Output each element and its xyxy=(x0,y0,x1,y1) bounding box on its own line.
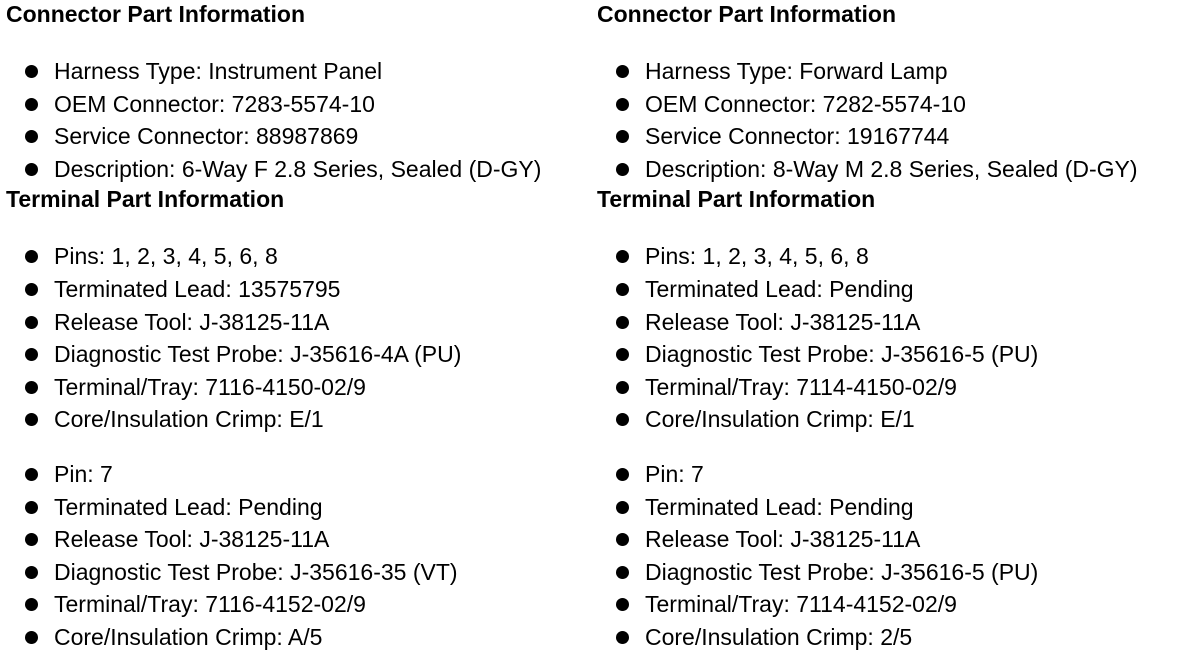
bullet-icon xyxy=(25,533,38,546)
list-item-text: Terminal/Tray: 7114-4152-02/9 xyxy=(645,591,957,618)
list-item xyxy=(597,273,1197,306)
list-item xyxy=(597,120,1197,153)
bullet-icon xyxy=(616,468,629,481)
terminal-part-list-pin-7 xyxy=(597,458,1197,654)
list-item xyxy=(597,88,1197,121)
bullet-icon xyxy=(25,283,38,296)
bullet-icon xyxy=(25,381,38,394)
list-item xyxy=(6,458,606,491)
bullet-icon xyxy=(25,501,38,514)
terminal-part-heading: Terminal Part Information xyxy=(597,186,876,213)
list-item-text: Description: 6-Way F 2.8 Series, Sealed (D-GY) xyxy=(54,155,542,182)
bullet-icon xyxy=(616,501,629,514)
list-item xyxy=(6,371,606,404)
bullet-icon xyxy=(616,283,629,296)
list-item-text: Pins: 1, 2, 3, 4, 5, 6, 8 xyxy=(645,243,869,270)
list-item-text: Terminated Lead: Pending xyxy=(645,275,914,302)
connector-part-list xyxy=(597,55,1197,185)
list-item-text: Pins: 1, 2, 3, 4, 5, 6, 8 xyxy=(54,243,278,270)
list-item xyxy=(6,403,606,436)
list-item-text: Diagnostic Test Probe: J-35616-5 (PU) xyxy=(645,558,1039,585)
list-item-text: Terminal/Tray: 7114-4150-02/9 xyxy=(645,373,957,400)
list-item xyxy=(6,621,606,654)
bullet-icon xyxy=(25,316,38,329)
list-item-text: Core/Insulation Crimp: E/1 xyxy=(54,406,324,433)
list-item-text: Diagnostic Test Probe: J-35616-5 (PU) xyxy=(645,341,1039,368)
list-item xyxy=(597,523,1197,556)
list-item xyxy=(6,523,606,556)
list-item-text: Terminated Lead: 13575795 xyxy=(54,275,341,302)
bullet-icon xyxy=(25,163,38,176)
bullet-icon xyxy=(25,598,38,611)
list-item-text: Service Connector: 19167744 xyxy=(645,123,950,150)
list-item xyxy=(6,120,606,153)
bullet-icon xyxy=(25,65,38,78)
list-item xyxy=(6,273,606,306)
terminal-part-list xyxy=(6,240,606,436)
terminal-part-list-pin-7 xyxy=(6,458,606,654)
list-item-text: Harness Type: Forward Lamp xyxy=(645,58,948,84)
list-item-text: Service Connector: 88987869 xyxy=(54,123,359,150)
list-item-text: Core/Insulation Crimp: E/1 xyxy=(645,406,915,433)
list-item-text: Core/Insulation Crimp: A/5 xyxy=(54,623,323,650)
list-item xyxy=(6,491,606,524)
terminal-part-heading: Terminal Part Information xyxy=(6,186,285,213)
list-item xyxy=(597,491,1197,524)
list-item-text: Description: 8-Way M 2.8 Series, Sealed (D-GY) xyxy=(645,155,1138,182)
bullet-icon xyxy=(616,533,629,546)
list-item-text: Release Tool: J-38125-11A xyxy=(54,526,330,553)
list-item xyxy=(6,55,606,88)
list-item xyxy=(597,403,1197,436)
list-item-text: Terminated Lead: Pending xyxy=(645,493,914,520)
list-item-text: Release Tool: J-38125-11A xyxy=(645,526,921,553)
bullet-icon xyxy=(25,631,38,644)
left-column xyxy=(6,0,606,654)
bullet-icon xyxy=(616,98,629,111)
bullet-icon xyxy=(616,316,629,329)
list-item xyxy=(597,153,1197,186)
list-item xyxy=(597,240,1197,273)
terminal-part-list xyxy=(597,240,1197,436)
list-item-text: Release Tool: J-38125-11A xyxy=(645,308,921,335)
list-item-text: Terminal/Tray: 7116-4152-02/9 xyxy=(54,591,366,618)
bullet-icon xyxy=(616,598,629,611)
list-item-text: Diagnostic Test Probe: J-35616-4A (PU) xyxy=(54,341,462,368)
list-item-text: Pin: 7 xyxy=(54,460,113,487)
list-item-text: OEM Connector: 7283-5574-10 xyxy=(54,90,375,117)
list-item xyxy=(597,458,1197,491)
bullet-icon xyxy=(25,98,38,111)
list-item-text: Core/Insulation Crimp: 2/5 xyxy=(645,623,913,650)
list-item xyxy=(6,240,606,273)
list-item-text: Diagnostic Test Probe: J-35616-35 (VT) xyxy=(54,558,458,585)
bullet-icon xyxy=(616,130,629,143)
list-item-text: Harness Type: Instrument Panel xyxy=(54,58,383,84)
list-item xyxy=(6,556,606,589)
connector-part-heading: Connector Part Information xyxy=(6,1,306,27)
bullet-icon xyxy=(25,413,38,426)
list-item xyxy=(6,338,606,371)
bullet-icon xyxy=(25,348,38,361)
list-item xyxy=(597,556,1197,589)
list-item xyxy=(597,306,1197,339)
connector-part-list xyxy=(6,55,606,185)
bullet-icon xyxy=(616,566,629,579)
list-item xyxy=(6,588,606,621)
list-item xyxy=(6,88,606,121)
bullet-icon xyxy=(25,130,38,143)
bullet-icon xyxy=(25,468,38,481)
bullet-icon xyxy=(616,250,629,263)
bullet-icon xyxy=(616,631,629,644)
list-item-text: Terminated Lead: Pending xyxy=(54,493,323,520)
bullet-icon xyxy=(25,250,38,263)
connector-part-heading: Connector Part Information xyxy=(597,1,897,27)
list-item xyxy=(597,371,1197,404)
list-item xyxy=(597,338,1197,371)
bullet-icon xyxy=(616,413,629,426)
list-item-text: Terminal/Tray: 7116-4150-02/9 xyxy=(54,373,366,400)
list-item-text: Pin: 7 xyxy=(645,460,704,487)
right-column xyxy=(597,0,1197,654)
list-item xyxy=(6,153,606,186)
bullet-icon xyxy=(616,65,629,78)
list-item xyxy=(6,306,606,339)
bullet-icon xyxy=(616,348,629,361)
list-item xyxy=(597,588,1197,621)
bullet-icon xyxy=(616,381,629,394)
list-item-text: OEM Connector: 7282-5574-10 xyxy=(645,90,966,117)
list-item-text: Release Tool: J-38125-11A xyxy=(54,308,330,335)
bullet-icon xyxy=(616,163,629,176)
list-item xyxy=(597,621,1197,654)
list-item xyxy=(597,55,1197,88)
bullet-icon xyxy=(25,566,38,579)
